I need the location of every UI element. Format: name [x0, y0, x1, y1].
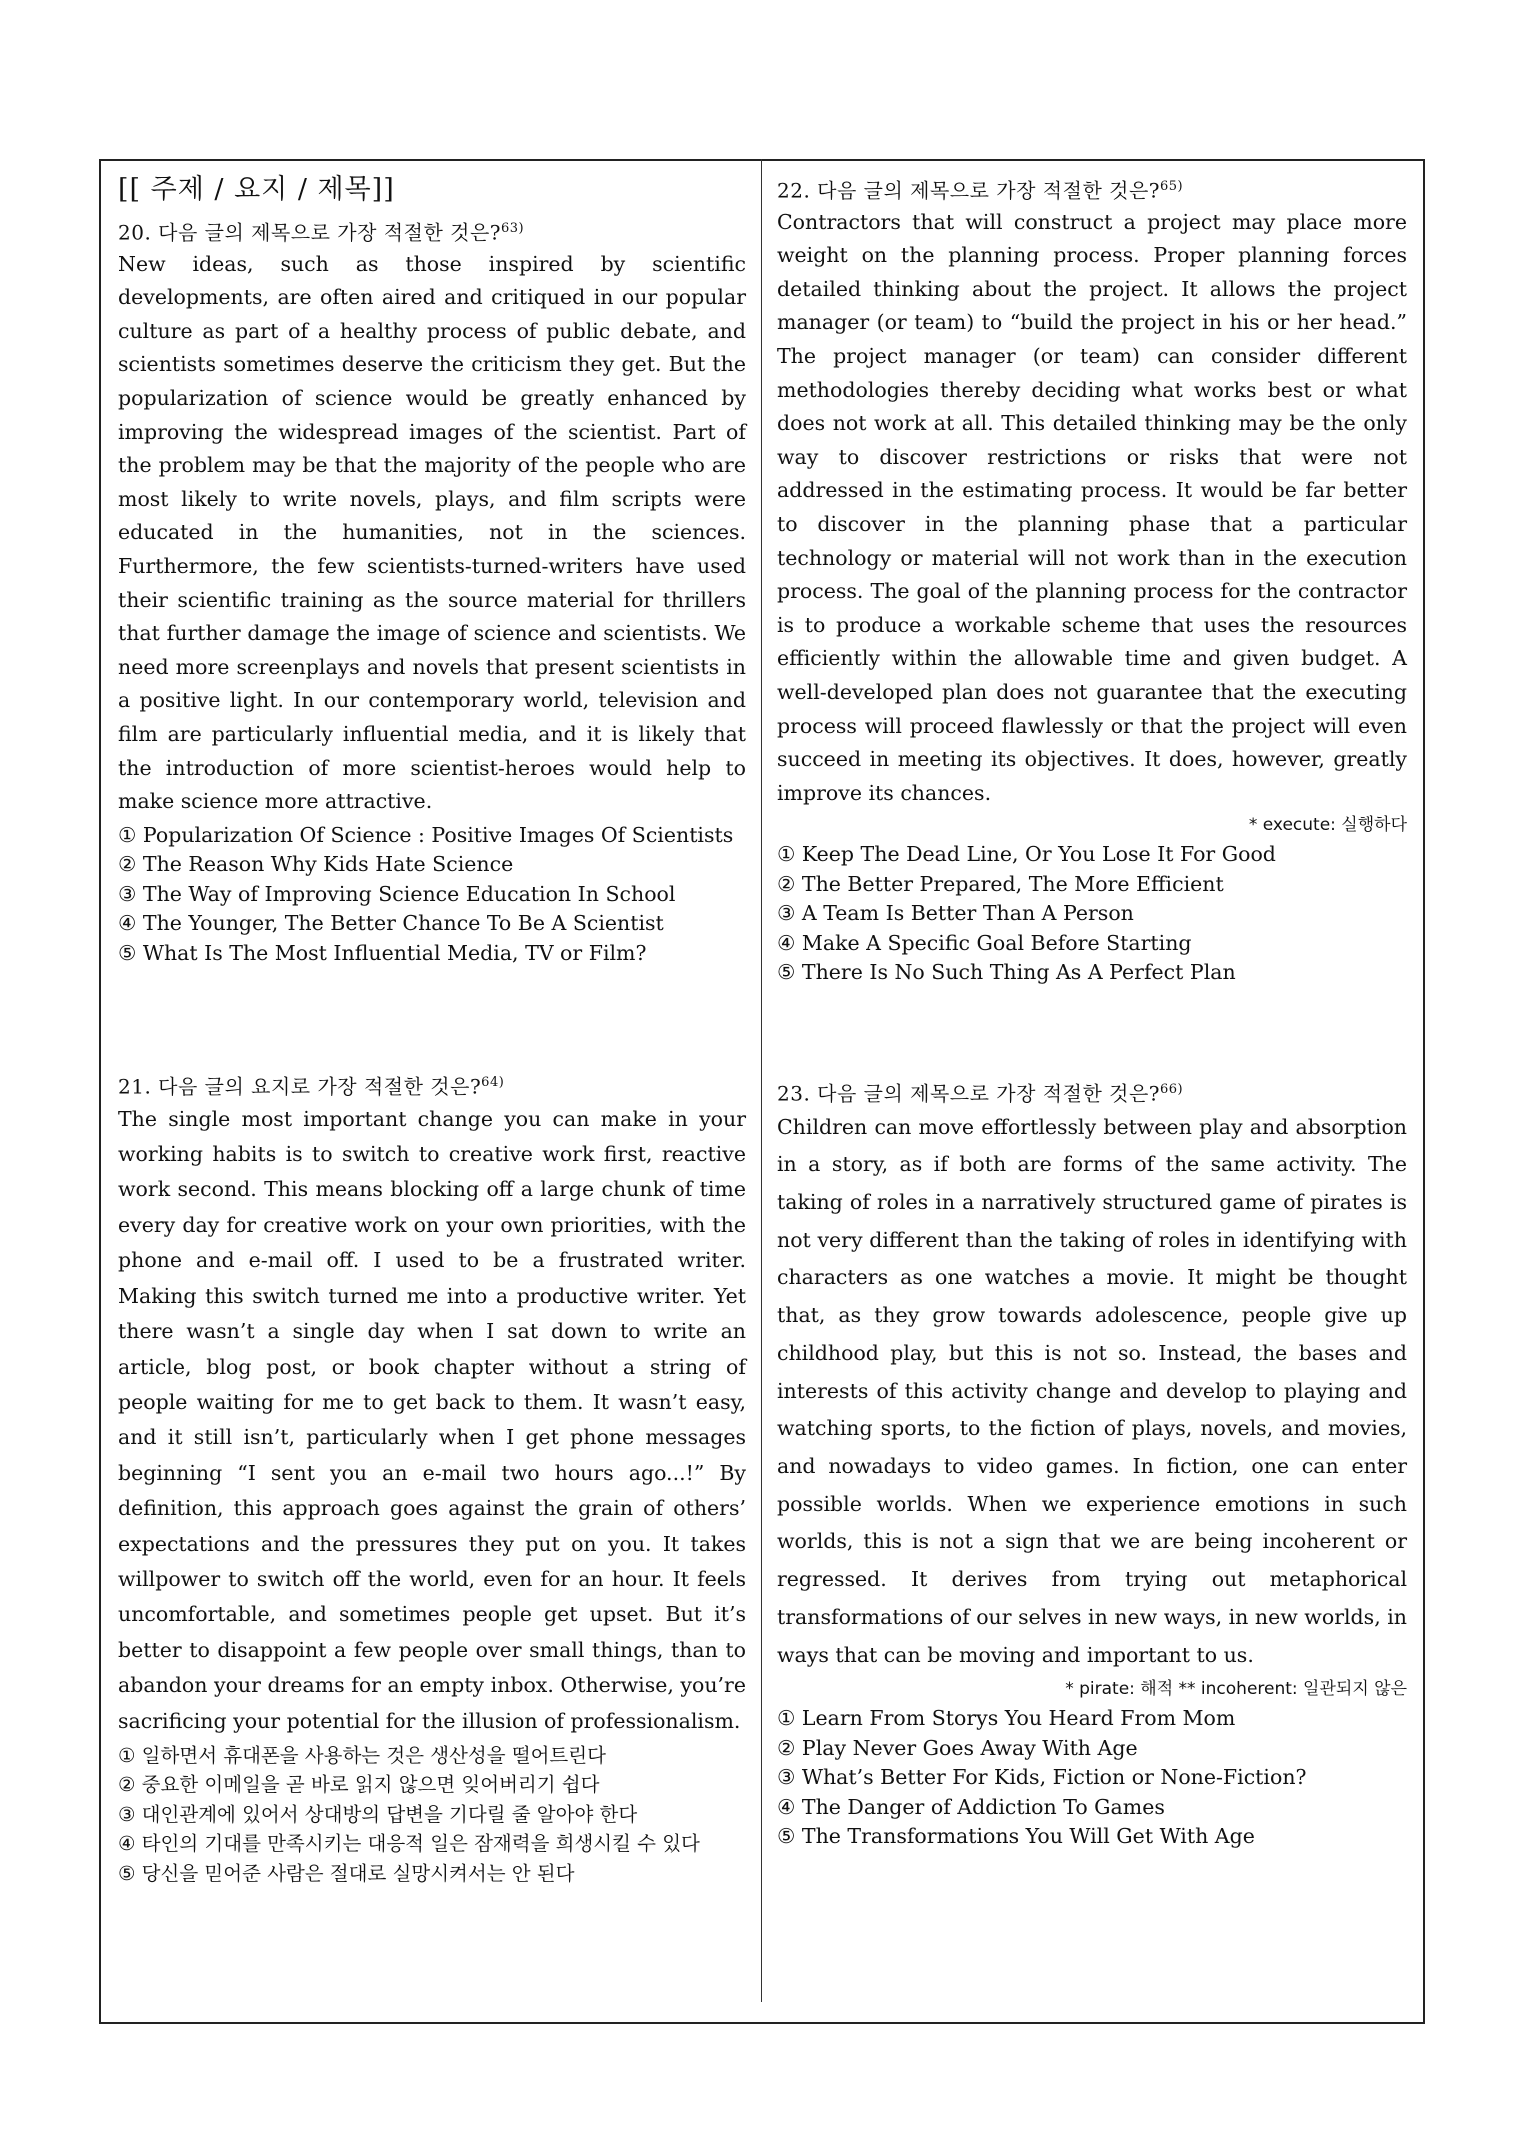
option-4[interactable]: ④ The Younger, The Better Chance To Be A Scientist	[118, 911, 664, 936]
question-22-options	[777, 840, 1407, 988]
question-23-header	[777, 1075, 1407, 1109]
question-23-options	[777, 1704, 1407, 1852]
question-prompt: 다음 글의 제목으로 가장 적절한 것은?	[817, 178, 1160, 203]
question-23-passage: Children can move effortlessly between play and absorption in a story, as if both are forms of the same activity. The taking of roles in a narratively structured game of pirates is not very different than the taking of roles in identifying with characters as one watches a movie. It might be thought that, as they grow towards adolescence, people give up childhood play, but this is not so. Instead, the bases and interests of this activity change and develop to playing and watching sports, to the fiction of plays, novels, and movies, and nowadays to video games. In fiction, one can enter possible worlds. When we experience emotions in such worlds, this is not a sign that we are being incoherent or regressed. It derives from trying out metaphorical transformations of our selves in new ways, in new worlds, in ways that can be moving and important to us.	[777, 1114, 1407, 1667]
question-23-footnote: * pirate: 해적 ** incoherent: 일관되지 않은	[1065, 1679, 1407, 1700]
question-22-passage: Contractors that will construct a project may place more weight on the planning process. Proper planning forces detailed thinking about the project. It allows the project manager (or team) to “build the project in his or her head.” The project manager (or team) can consider different methodologies thereby deciding what works best or what does not work at all. This detailed thinking may be the only way to discover restrictions or risks that were not addressed in the estimating process. It would be far better to discover in the planning phase that a particular technology or material will not work than in the execution process. The goal of the planning process for the contractor is to produce a workable scheme that uses the resources efficiently within the allowable time and given budget. A well-developed plan does not guarantee that the executing process will proceed flawlessly or that the project will even succeed in meeting its objectives. It does, however, greatly improve its chances.	[777, 209, 1407, 805]
option-5[interactable]: ⑤ What Is The Most Influential Media, TV or Film?	[118, 940, 647, 965]
question-20	[118, 172, 746, 968]
question-21-header	[118, 1068, 746, 1102]
option-4[interactable]: ④ Make A Specific Goal Before Starting	[777, 930, 1192, 955]
question-number: 23.	[777, 1081, 811, 1106]
option-3[interactable]: ③ 대인관계에 있어서 상대방의 답변을 기다릴 줄 알아야 한다	[118, 1802, 638, 1826]
option-4[interactable]: ④ The Danger of Addiction To Games	[777, 1794, 1165, 1819]
question-number: 20.	[118, 220, 152, 245]
column-divider	[761, 159, 762, 2002]
option-5[interactable]: ⑤ There Is No Such Thing As A Perfect Plan	[777, 960, 1236, 985]
question-ref: 63)	[500, 221, 525, 236]
question-20-header	[118, 214, 746, 248]
question-ref: 66)	[1159, 1082, 1184, 1097]
question-21-options	[118, 1741, 746, 1889]
question-number: 22.	[777, 178, 811, 203]
option-1[interactable]: ① 일하면서 휴대폰을 사용하는 것은 생산성을 떨어트린다	[118, 1743, 606, 1767]
question-21-passage: The single most important change you can make in your working habits is to switch to creative work first, reactive work second. This means blocking off a large chunk of time every day for creative work on your own priorities, with the phone and e-mail off. I used to be a frustrated writer. Making this switch turned me into a productive writer. Yet there wasn’t a single day when I sat down to write an article, blog post, or book chapter without a string of people waiting for me to get back to them. It wasn’t easy, and it still isn’t, particularly when I get phone messages beginning “I sent you an e-mail two hours ago...!” By definition, this approach goes against the grain of others’ expectations and the pressures they put on you. It takes willpower to switch off the world, even for an hour. It feels uncomfortable, and sometimes people get upset. But it’s better to disappoint a few people over small things, than to abandon your dreams for an empty inbox. Otherwise, you’re sacrificing your potential for the illusion of professionalism.	[118, 1106, 746, 1733]
option-1[interactable]: ① Popularization Of Science : Positive Images Of Scientists	[118, 822, 734, 847]
option-3[interactable]: ③ What’s Better For Kids, Fiction or None-Fiction?	[777, 1765, 1307, 1790]
question-22-header	[777, 172, 1407, 206]
option-3[interactable]: ③ A Team Is Better Than A Person	[777, 901, 1134, 926]
section-title: [[ 주제 / 요지 / 제목]]	[118, 174, 395, 205]
option-4[interactable]: ④ 타인의 기대를 만족시키는 대응적 일은 잠재력을 희생시킬 수 있다	[118, 1832, 700, 1856]
question-20-passage: New ideas, such as those inspired by scientific developments, are often aired and critiqued in our popular culture as part of a healthy process of public debate, and scientists sometimes deserve the criticism they get. But the popularization of science would be greatly enhanced by improving the widespread images of the scientist. Part of the problem may be that the majority of the people who are most likely to write novels, plays, and film scripts were educated in the humanities, not in the sciences. Furthermore, the few scientists-turned-writers have used their scientific training as the source material for thrillers that further damage the image of science and scientists. We need more screenplays and novels that present scientists in a positive light. In our contemporary world, television and film are particularly influential media, and it is likely that the introduction of more scientist-heroes would help to make science more attractive.	[118, 251, 746, 814]
option-2[interactable]: ② The Reason Why Kids Hate Science	[118, 852, 514, 877]
option-5[interactable]: ⑤ The Transformations You Will Get With Age	[777, 1824, 1255, 1849]
option-2[interactable]: ② 중요한 이메일을 곧 바로 읽지 않으면 잊어버리기 쉽다	[118, 1773, 600, 1797]
option-1[interactable]: ① Keep The Dead Line, Or You Lose It For Good	[777, 842, 1276, 867]
question-20-options	[118, 821, 746, 969]
question-number: 21.	[118, 1074, 152, 1099]
option-5[interactable]: ⑤ 당신을 믿어준 사람은 절대로 실망시켜서는 안 된다	[118, 1861, 575, 1885]
option-3[interactable]: ③ The Way of Improving Science Education In School	[118, 881, 676, 906]
question-ref: 64)	[481, 1075, 505, 1090]
question-23	[777, 1075, 1407, 1852]
question-22-footnote: * execute: 실행하다	[1248, 815, 1407, 836]
question-ref: 65)	[1159, 179, 1184, 194]
option-2[interactable]: ② The Better Prepared, The More Efficient	[777, 871, 1224, 896]
question-prompt: 다음 글의 요지로 가장 적절한 것은?	[158, 1074, 482, 1099]
option-2[interactable]: ② Play Never Goes Away With Age	[777, 1735, 1138, 1760]
question-21	[118, 1068, 746, 1888]
question-22	[777, 172, 1407, 988]
question-prompt: 다음 글의 제목으로 가장 적절한 것은?	[158, 220, 501, 245]
option-1[interactable]: ① Learn From Storys You Heard From Mom	[777, 1706, 1236, 1731]
question-prompt: 다음 글의 제목으로 가장 적절한 것은?	[817, 1081, 1160, 1106]
